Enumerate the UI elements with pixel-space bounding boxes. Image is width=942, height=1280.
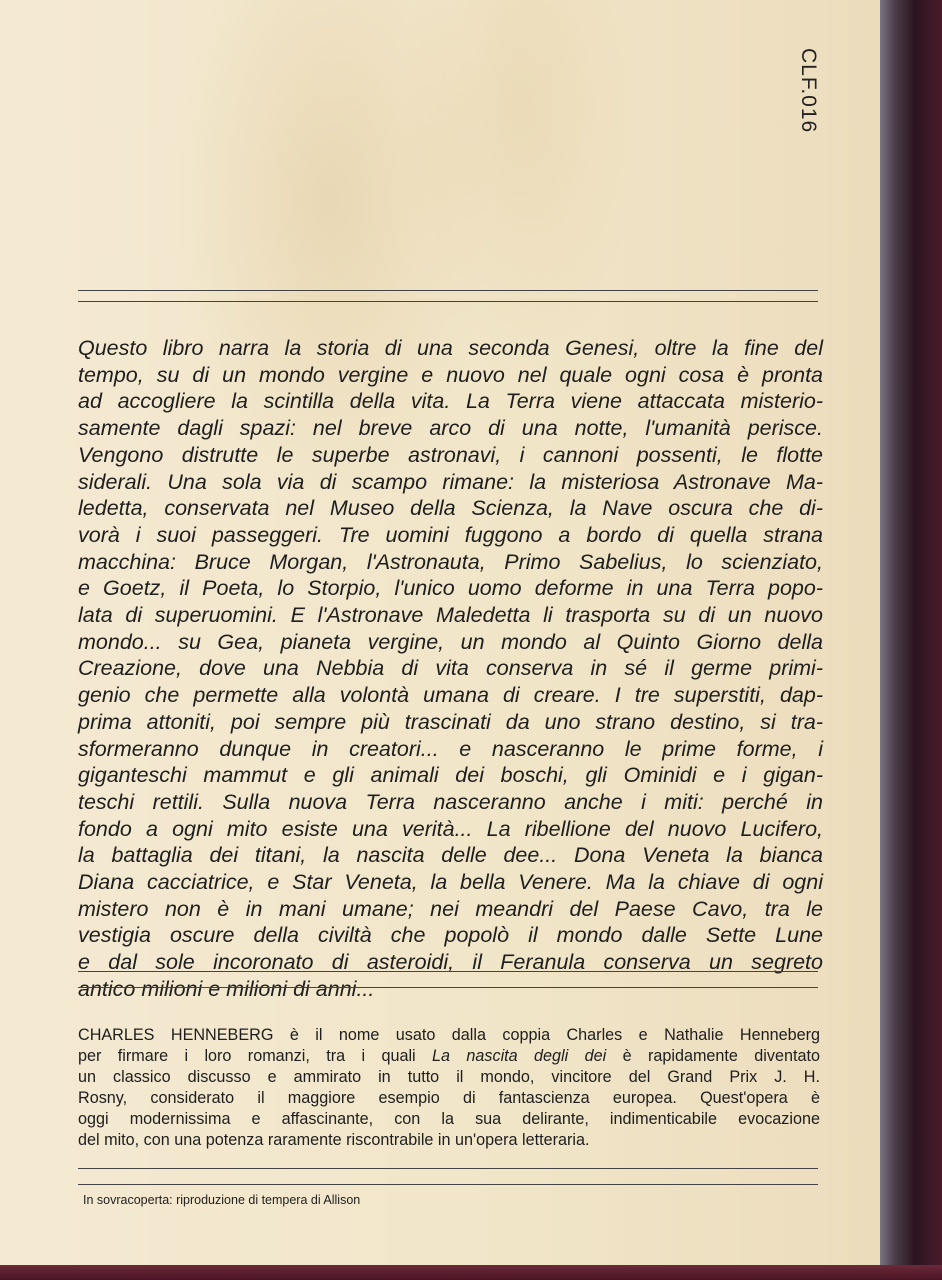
- synopsis-line: mistero non è in mani umane; nei meandri del Paese Cavo, tra le: [78, 896, 823, 921]
- synopsis-line: ad accogliere la scintilla della vita. La Terra viene attaccata misterio-: [78, 389, 823, 414]
- synopsis-line: prima attoniti, poi sempre più trascinati da uno strano destino, si tra-: [78, 709, 823, 734]
- divider-rule: [78, 1168, 818, 1169]
- synopsis-line: Questo libro narra la storia di una seconda Genesi, oltre la fine del: [78, 336, 823, 360]
- synopsis-line: e dal sole incoronato di asteroidi, il Feranula conserva un segreto: [78, 950, 823, 975]
- synopsis-line: siderali. Una sola via di scampo rimane: la misteriosa Astronave Ma-: [78, 469, 823, 494]
- divider-rule: [78, 1184, 818, 1185]
- divider-rule: [78, 987, 818, 988]
- synopsis-line: vestigia oscure della civiltà che popolò il mondo dalle Sette Lune: [78, 923, 823, 948]
- synopsis-line: samente dagli spazi: nel breve arco di una notte, l'umanità perisce.: [78, 416, 823, 441]
- bio-text: è rapidamente diventato: [606, 1047, 820, 1065]
- bio-line: oggi modernissima e affascinante, con la sua delirante, indimenticabile evocazione: [78, 1110, 820, 1128]
- synopsis-line: mondo... su Gea, pianeta vergine, un mondo al Quinto Giorno della: [78, 629, 823, 654]
- book-bottom-edge: [0, 1265, 942, 1280]
- synopsis-line: fondo a ogni mito esiste una verità... La ribellione del nuovo Lucifero,: [78, 816, 823, 841]
- synopsis-line: lata di superuomini. E l'Astronave Maledetta li trasporta su di un nuovo: [78, 603, 823, 628]
- synopsis-line: teschi rettili. Sulla nuova Terra nasceranno anche i miti: perché in: [78, 789, 823, 814]
- synopsis-line: tempo, su di un mondo vergine e nuovo nel quale ogni cosa è pronta: [78, 362, 823, 387]
- author-bio: [78, 1025, 820, 1151]
- synopsis-line: e Goetz, il Poeta, lo Storpio, l'unico uomo deforme in una Terra popo-: [78, 576, 823, 601]
- synopsis-text: [78, 335, 823, 1003]
- divider-rule: [78, 290, 818, 291]
- book-title: La nascita degli dei: [432, 1047, 607, 1065]
- synopsis-line: vorà i suoi passeggeri. Tre uomini fuggono a bordo di quella strana: [78, 522, 823, 547]
- bio-line: [78, 1046, 820, 1067]
- synopsis-line: Creazione, dove una Nebbia di vita conserva in sé il germe primi-: [78, 656, 823, 681]
- divider-rule: [78, 301, 818, 302]
- synopsis-line: antico milioni e milioni di anni...: [78, 976, 375, 1001]
- synopsis-line: giganteschi mammut e gli animali dei boschi, gli Ominidi e i gigan-: [78, 763, 823, 788]
- synopsis-line: Diana cacciatrice, e Star Veneta, la bella Venere. Ma la chiave di ogni: [78, 870, 823, 895]
- bio-line: del mito, con una potenza raramente riscontrabile in un'opera letteraria.: [78, 1131, 590, 1149]
- bio-line: CHARLES HENNEBERG è il nome usato dalla coppia Charles e Nathalie Henneberg: [78, 1026, 820, 1044]
- book-spine: [880, 0, 942, 1280]
- bio-text: per firmare i loro romanzi, tra i quali: [78, 1047, 433, 1065]
- catalog-code: CLF.016: [797, 48, 820, 134]
- synopsis-line: ledetta, conservata nel Museo della Scienza, la Nave oscura che di-: [78, 496, 823, 521]
- bio-line: Rosny, considerato il maggiore esempio di fantascienza europea. Quest'opera è: [78, 1089, 820, 1107]
- synopsis-line: sformeranno dunque in creatori... e nasceranno le prime forme, i: [78, 736, 823, 761]
- divider-rule: [78, 971, 818, 972]
- cover-art-credit: In sovracoperta: riproduzione di tempera di Allison: [83, 1193, 361, 1207]
- synopsis-line: Vengono distrutte le superbe astronavi, i cannoni possenti, le flotte: [78, 442, 823, 467]
- synopsis-line: genio che permette alla volontà umana di creare. I tre superstiti, dap-: [78, 683, 823, 708]
- synopsis-line: macchina: Bruce Morgan, l'Astronauta, Primo Sabelius, lo scienziato,: [78, 549, 823, 574]
- synopsis-line: la battaglia dei titani, la nascita delle dee... Dona Veneta la bianca: [78, 843, 823, 868]
- bio-line: un classico discusso e ammirato in tutto il mondo, vincitore del Grand Prix J. H.: [78, 1068, 820, 1086]
